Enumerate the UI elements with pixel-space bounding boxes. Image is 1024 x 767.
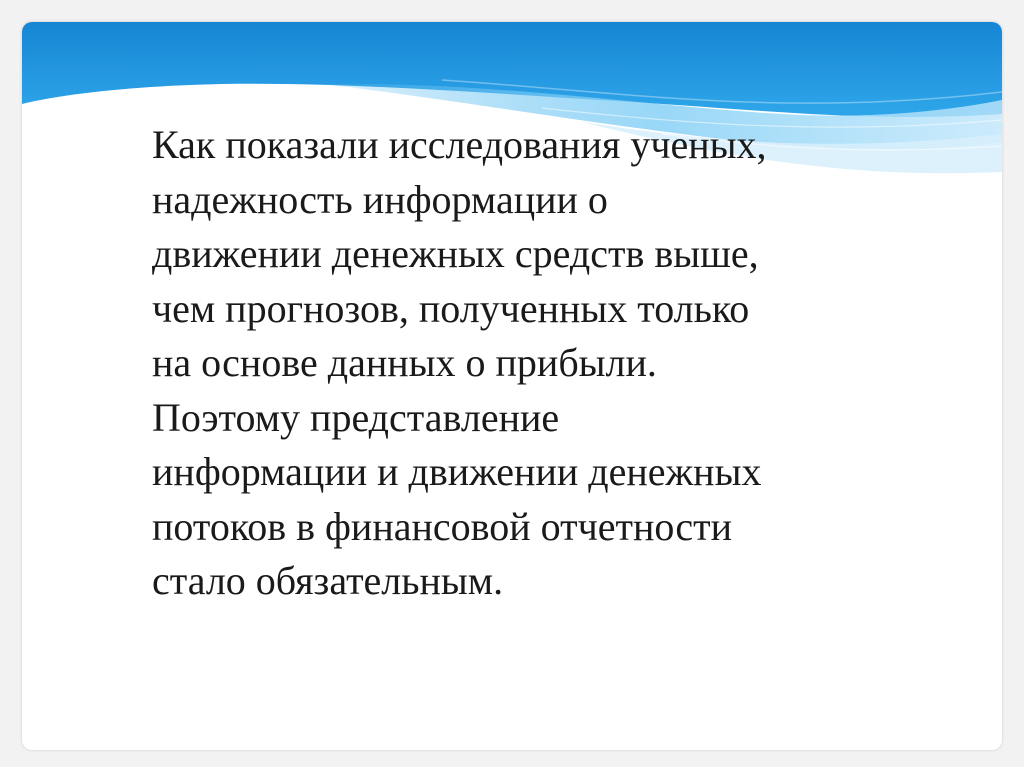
body-line: на основе данных о прибыли. xyxy=(152,340,657,385)
body-line: потоков в финансовой отчетности xyxy=(152,503,733,549)
body-line: информации и движении денежных xyxy=(152,449,762,494)
body-line: надежность информации о xyxy=(152,176,608,222)
body-line: Как показали исследования ученых, xyxy=(152,122,767,167)
body-line: стало обязательным. xyxy=(152,558,504,603)
slide xyxy=(22,22,1002,750)
body-line: движении денежных средств выше, xyxy=(152,231,759,276)
slide-body-text xyxy=(152,118,912,609)
body-line: чем прогнозов, полученных только xyxy=(152,285,750,331)
body-line: Поэтому представление xyxy=(152,394,560,440)
